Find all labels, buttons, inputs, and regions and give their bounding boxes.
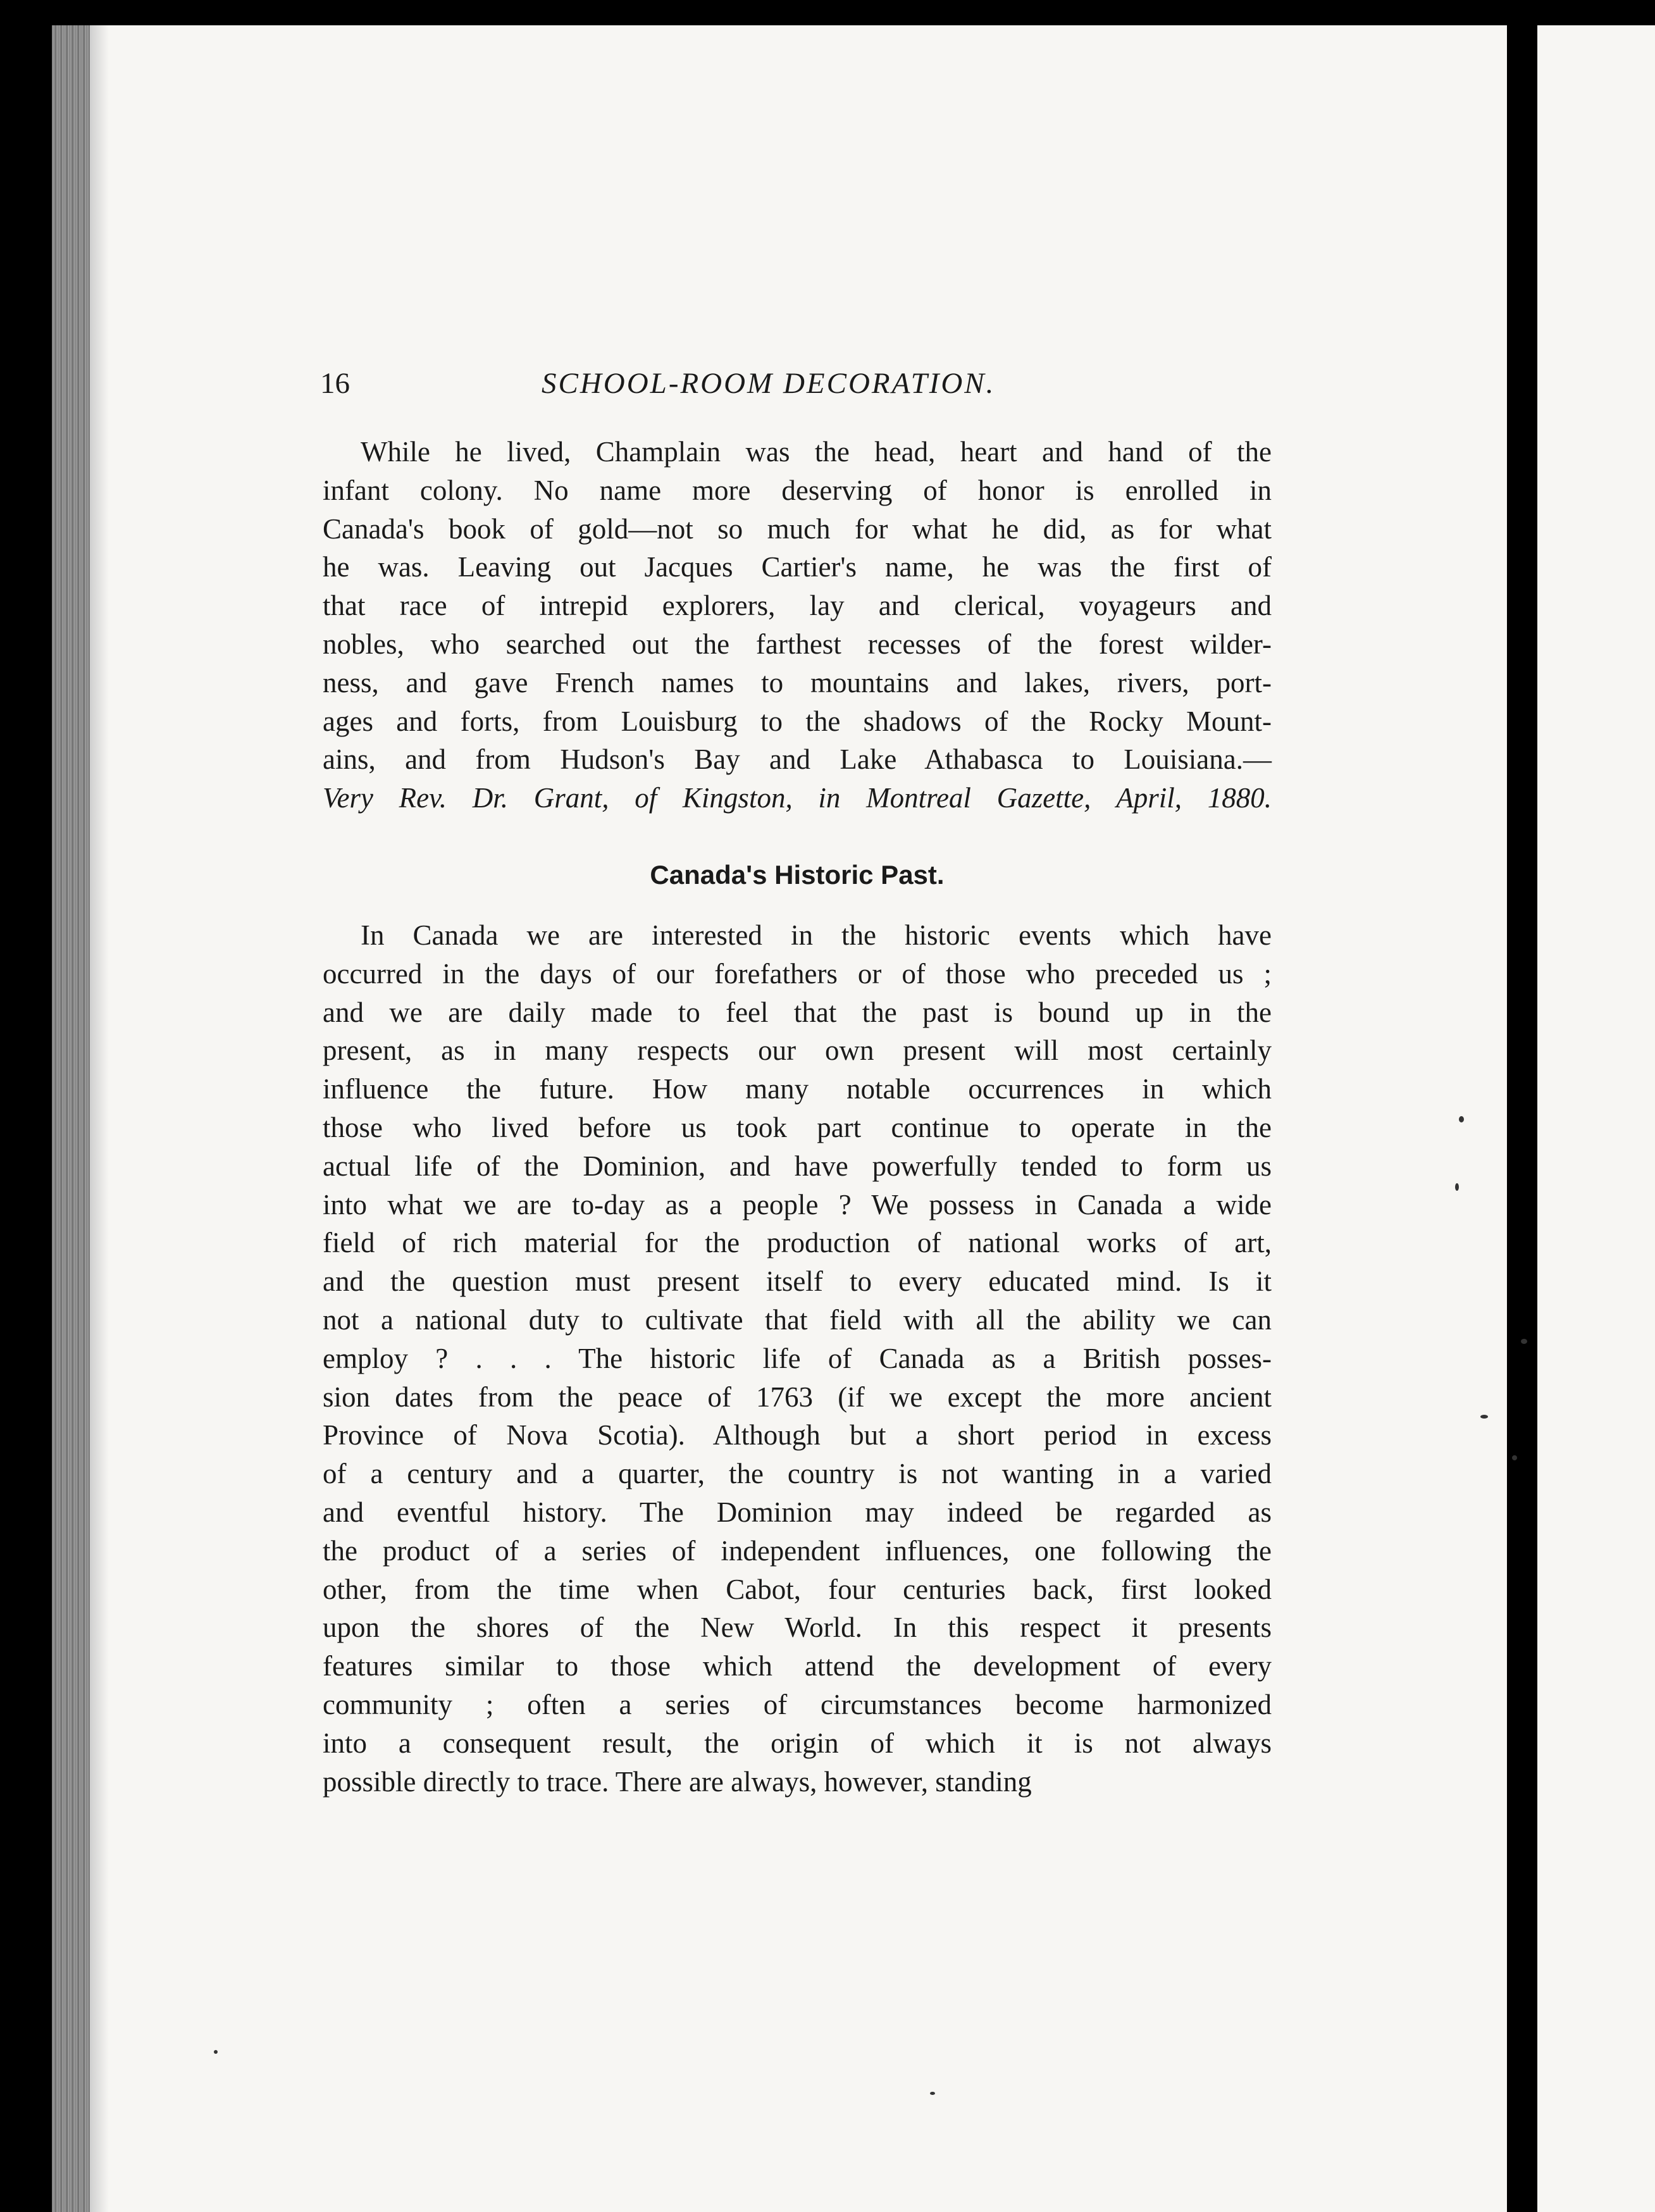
text-line: influence the future. How many notable occurrences in which — [323, 1073, 1272, 1105]
text-line: sion dates from the peace of 1763 (if we except the more ancient — [323, 1381, 1272, 1413]
text-line: In Canada we are interested in the historic events which have — [361, 919, 1272, 951]
citation: Very Rev. Dr. Grant, of Kingston, in Montreal Gazette, April, 1880. — [323, 782, 1272, 814]
running-head — [320, 364, 1269, 402]
text-line: other, from the time when Cabot, four centuries back, first looked — [323, 1573, 1272, 1605]
page-edge-stack — [52, 25, 90, 2212]
text-line: he was. Leaving out Jacques Cartier's name, he was the first of — [323, 551, 1272, 583]
page-number: 16 — [320, 367, 350, 400]
text-line: ages and forts, from Louisburg to the shadows of the Rocky Mount- — [323, 705, 1272, 737]
text-line: into a consequent result, the origin of which it is not always — [323, 1727, 1272, 1759]
adjacent-page-edge — [1537, 25, 1655, 2212]
text-line: community ; often a series of circumstances become harmonized — [323, 1688, 1272, 1720]
text-line: field of rich material for the production of national works of art, — [323, 1227, 1272, 1259]
paragraph-historic-past — [323, 916, 1272, 1801]
text-line: into what we are to-day as a people ? We possess in Canada a wide — [323, 1188, 1272, 1221]
page-edge-shadow — [90, 25, 109, 2212]
text-line: and the question must present itself to every educated mind. Is it — [323, 1265, 1272, 1298]
scan-speck — [1521, 1339, 1527, 1344]
text-line: present, as in many respects our own present will most certainly — [323, 1035, 1272, 1067]
text-line: actual life of the Dominion, and have powerfully tended to form us — [323, 1150, 1272, 1182]
section-heading: Canada's Historic Past. — [650, 860, 945, 890]
text-line: While he lived, Champlain was the head, heart and hand of the — [361, 436, 1272, 468]
scan-speck — [1459, 1116, 1464, 1122]
scan-speck — [930, 2092, 935, 2095]
text-line: and eventful history. The Dominion may indeed be regarded as — [323, 1496, 1272, 1528]
text-line: upon the shores of the New World. In this respect it presents — [323, 1612, 1272, 1644]
scan-speck — [214, 2050, 218, 2054]
paragraph-champlain — [323, 433, 1272, 817]
running-title: SCHOOL-ROOM DECORATION. — [542, 367, 996, 400]
text-line: the product of a series of independent influences, one following the — [323, 1534, 1272, 1567]
scan-speck — [1480, 1415, 1488, 1419]
text-line: features similar to those which attend the development of every — [323, 1650, 1272, 1682]
text-line: those who lived before us took part continue to operate in the — [323, 1111, 1272, 1143]
text-line: of a century and a quarter, the country is not wanting in a varied — [323, 1458, 1272, 1490]
text-line: that race of intrepid explorers, lay and clerical, voyageurs and — [323, 590, 1272, 622]
text-line: ness, and gave French names to mountains and lakes, rivers, port- — [323, 666, 1272, 699]
text-line: infant colony. No name more deserving of honor is enrolled in — [323, 474, 1272, 506]
text-line: nobles, who searched out the farthest recesses of the forest wilder- — [323, 628, 1272, 660]
scan-speck — [1455, 1183, 1459, 1191]
text-line: ains, and from Hudson's Bay and Lake Athabasca to Louisiana.— — [323, 743, 1272, 776]
text-line: Province of Nova Scotia). Although but a short period in excess — [323, 1419, 1272, 1451]
text-line: Canada's book of gold—not so much for what he did, as for what — [323, 513, 1272, 545]
text-line: employ ? . . . The historic life of Canada as a British posses- — [323, 1342, 1272, 1374]
scan-speck — [1512, 1455, 1517, 1460]
text-line: and we are daily made to feel that the past is bound up in the — [323, 996, 1272, 1028]
text-line: not a national duty to cultivate that field with all the ability we can — [323, 1303, 1272, 1336]
text-line: occurred in the days of our forefathers or of those who preceded us ; — [323, 957, 1272, 990]
text-line: possible directly to trace. There are always, however, standing — [323, 1765, 1032, 1798]
